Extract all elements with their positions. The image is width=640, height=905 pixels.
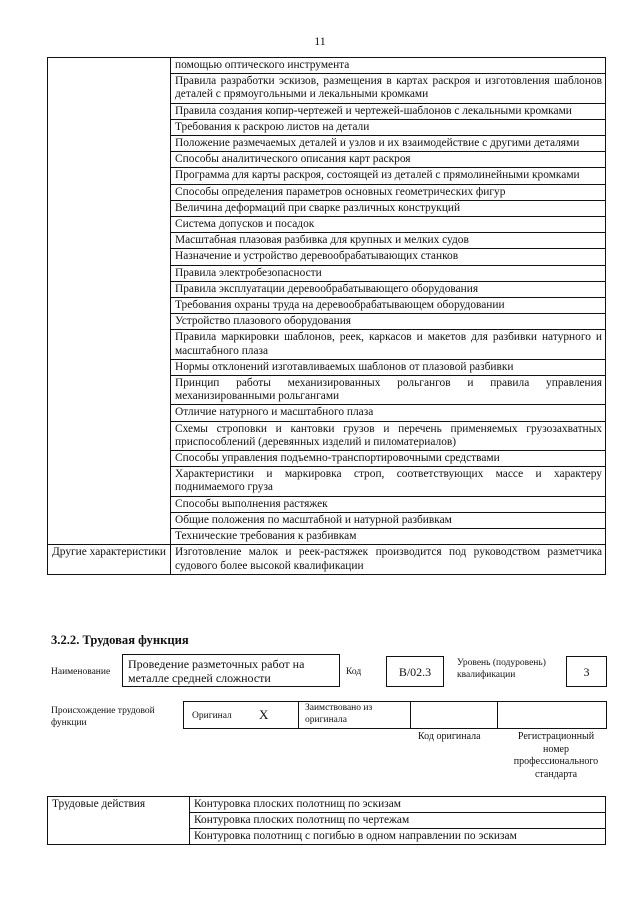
knowledge-item: Способы выполнения растяжек <box>171 496 606 512</box>
knowledge-item: Технические требования к разбивкам <box>171 529 606 545</box>
knowledge-item: Правила маркировки шаблонов, реек, каркасов и макетов для разбивки натурного и масштабного плаза <box>171 330 606 359</box>
function-name-box <box>122 654 340 687</box>
knowledge-item: Общие положения по масштабной и натурной разбивкам <box>171 512 606 528</box>
level-value: 3 <box>583 665 590 679</box>
required-knowledge-table <box>47 57 606 575</box>
code-original-label: Код оригинала <box>418 731 481 742</box>
knowledge-item: Программа для карты раскроя, состоящей из деталей с прямолинейными кромками <box>171 168 606 184</box>
labor-action-row <box>48 797 606 813</box>
origin-divider-1 <box>298 701 299 729</box>
knowledge-item: Способы аналитического описания карт раскроя <box>171 152 606 168</box>
labor-action-item: Контуровка плоских полотнищ по эскизам <box>190 797 606 813</box>
knowledge-item: Устройство плазового оборудования <box>171 314 606 330</box>
knowledge-item: Правила создания копир-чертежей и чертежей-шаблонов с лекальными кромками <box>171 103 606 119</box>
other-characteristics-row <box>48 545 606 574</box>
borrowed-label: Заимствовано из оригинала <box>305 703 373 725</box>
origin-label: Происхождение трудовой функции <box>51 706 155 728</box>
knowledge-item: Схемы строповки и кантовки грузов и перечень применяемых грузозахватных приспособлений (деревянных изделий и пиломатериалов) <box>171 421 606 450</box>
page-number: 11 <box>314 34 326 48</box>
labor-actions-table <box>47 796 606 845</box>
level-box <box>566 656 607 687</box>
original-label: Оригинал <box>192 711 232 721</box>
knowledge-item: Назначение и устройство деревообрабатывающих станков <box>171 249 606 265</box>
name-label: Наименование <box>51 667 111 677</box>
code-label: Код <box>346 667 362 677</box>
registration-number-label: Регистрационный номер профессионального стандарта <box>513 731 599 780</box>
knowledge-header-cell <box>48 58 171 545</box>
origin-divider-2 <box>410 701 411 729</box>
labor-actions-label: Трудовые действия <box>48 797 190 845</box>
knowledge-item: Правила электробезопасности <box>171 265 606 281</box>
section-title: 3.2.2. Трудовая функция <box>51 633 189 647</box>
knowledge-row <box>48 58 606 74</box>
knowledge-item: Масштабная плазовая разбивка для крупных и мелких судов <box>171 233 606 249</box>
knowledge-item: Система допусков и посадок <box>171 217 606 233</box>
function-name-value: Проведение разметочных работ на металле средней сложности <box>128 657 305 685</box>
labor-action-item: Контуровка полотнищ с погибью в одном направлении по эскизам <box>190 829 606 845</box>
level-label: Уровень (подуровень) квалификации <box>457 658 546 680</box>
labor-action-item: Контуровка плоских полотнищ по чертежам <box>190 813 606 829</box>
other-characteristics-text: Изготовление малок и реек-растяжек производится под руководством разметчика судового более высокой квалификации <box>171 545 606 574</box>
knowledge-item: Способы определения параметров основных геометрических фигур <box>171 184 606 200</box>
knowledge-item: Требования охраны труда на деревообрабатывающем оборудовании <box>171 298 606 314</box>
code-box <box>386 656 444 687</box>
knowledge-item: Нормы отклонений изготавливаемых шаблонов от плазовой разбивки <box>171 359 606 375</box>
knowledge-item: Принцип работы механизированных рольгангов и правила управления механизированными рольгангами <box>171 376 606 405</box>
knowledge-item: Величина деформаций при сварке различных конструкций <box>171 200 606 216</box>
knowledge-item: Положение размечаемых деталей и узлов и их взаимодействие с другими деталями <box>171 136 606 152</box>
other-characteristics-label: Другие характеристики <box>48 545 171 574</box>
knowledge-item: Способы управления подъемно-транспортировочными средствами <box>171 451 606 467</box>
knowledge-item: Правила разработки эскизов, размещения в картах раскроя и изготовления шаблонов деталей с прямоугольными и лекальными кромками <box>171 74 606 103</box>
knowledge-item: Отличие натурного и масштабного плаза <box>171 405 606 421</box>
knowledge-item: Правила эксплуатации деревообрабатывающего оборудования <box>171 281 606 297</box>
knowledge-item: Требования к раскрою листов на детали <box>171 119 606 135</box>
knowledge-item: Характеристики и маркировка строп, соответствующих массе и характеру поднимаемого груза <box>171 467 606 496</box>
knowledge-item: помощью оптического инструмента <box>171 58 606 74</box>
code-value: B/02.3 <box>398 665 432 679</box>
origin-divider-3 <box>497 701 498 729</box>
original-mark: X <box>259 707 269 722</box>
